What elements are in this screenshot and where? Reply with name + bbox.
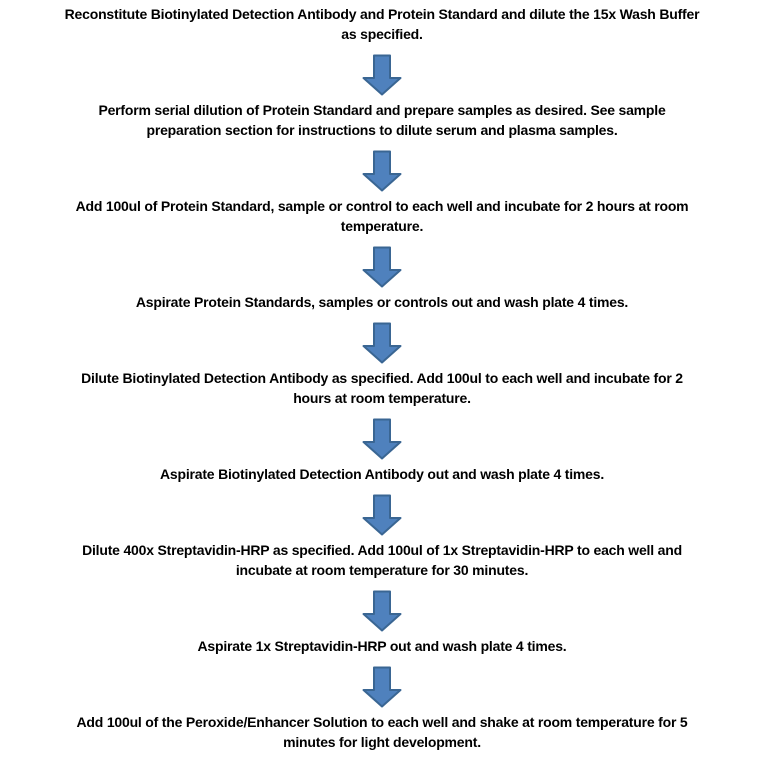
step-4-text xyxy=(0,292,764,312)
down-arrow-icon xyxy=(362,590,402,632)
step-9-line-1: Add 100ul of the Peroxide/Enhancer Solution to each well and shake at room temperature for 5 xyxy=(76,714,688,730)
down-arrow-icon xyxy=(362,150,402,192)
step-3-line-1: Add 100ul of Protein Standard, sample or control to each well and incubate for 2 hours at room xyxy=(75,198,689,214)
down-arrow-icon xyxy=(362,246,402,288)
step-1-line-1: Reconstitute Biotinylated Detection Antibody and Protein Standard and dilute the 15x Wash Buffer xyxy=(64,6,700,22)
down-arrow-icon xyxy=(362,666,402,708)
down-arrow-icon xyxy=(362,418,402,460)
step-1-text xyxy=(0,4,764,44)
step-8-line-1: Aspirate 1x Streptavidin-HRP out and wash plate 4 times. xyxy=(197,638,567,654)
step-5-text xyxy=(0,368,764,408)
step-5-line-2: hours at room temperature. xyxy=(293,390,471,406)
step-5-line-1: Dilute Biotinylated Detection Antibody as specified. Add 100ul to each well and incubate for 2 xyxy=(81,370,683,386)
step-6-text xyxy=(0,464,764,484)
step-7-text xyxy=(0,540,764,580)
step-2-line-1: Perform serial dilution of Protein Standard and prepare samples as desired. See sample xyxy=(98,102,666,118)
down-arrow-icon xyxy=(362,54,402,96)
step-1-line-2: as specified. xyxy=(341,26,423,42)
step-2-text xyxy=(0,100,764,140)
step-9-text xyxy=(0,712,764,752)
step-3-line-2: temperature. xyxy=(340,218,424,234)
step-2-line-2: preparation section for instructions to dilute serum and plasma samples. xyxy=(146,122,618,138)
step-7-line-1: Dilute 400x Streptavidin-HRP as specified. Add 100ul of 1x Streptavidin-HRP to each well and xyxy=(82,542,682,558)
step-6-line-1: Aspirate Biotinylated Detection Antibody out and wash plate 4 times. xyxy=(159,466,605,482)
step-8-text xyxy=(0,636,764,656)
step-4-line-1: Aspirate Protein Standards, samples or controls out and wash plate 4 times. xyxy=(135,294,629,310)
step-7-line-2: incubate at room temperature for 30 minutes. xyxy=(235,562,529,578)
step-3-text xyxy=(0,196,764,236)
down-arrow-icon xyxy=(362,494,402,536)
step-9-line-2: minutes for light development. xyxy=(283,734,481,750)
down-arrow-icon xyxy=(362,322,402,364)
